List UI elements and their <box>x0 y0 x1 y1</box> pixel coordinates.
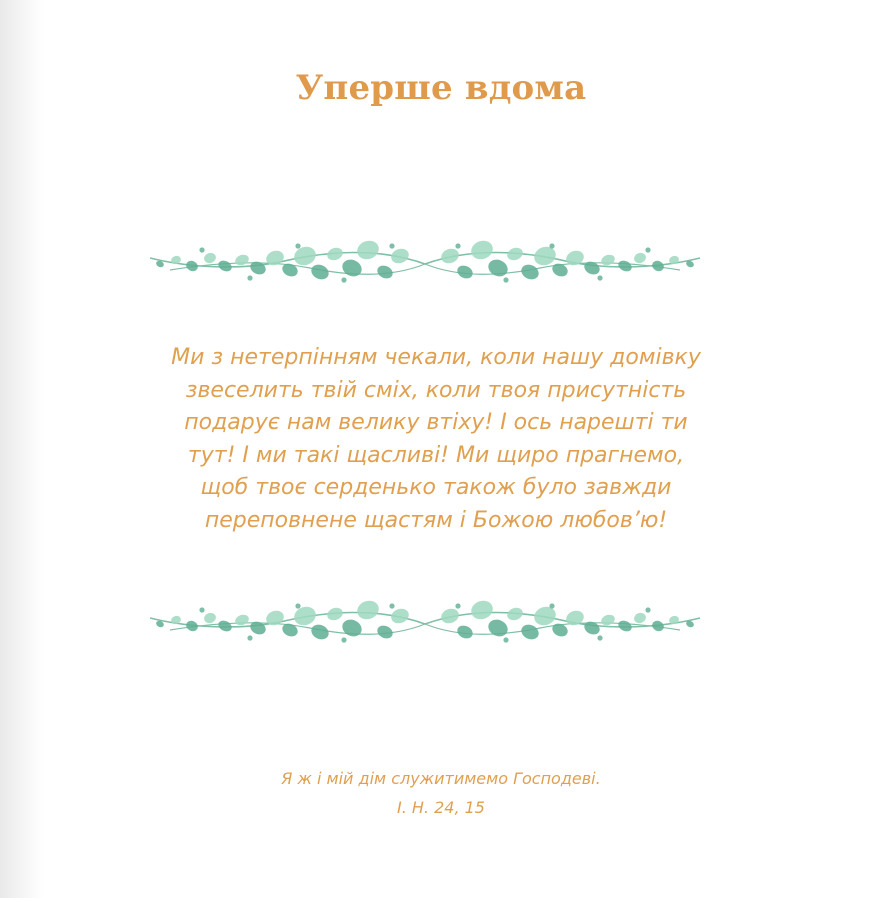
body-line: щоб твоє серденько також було завжди <box>200 475 672 500</box>
vine-right-branch <box>425 238 700 283</box>
body-line: звеселить твій сміх, коли твоя присутність <box>185 377 687 403</box>
vine-left-branch <box>150 238 425 283</box>
body-line: Ми з нетерпінням чекали, коли нашу домівку <box>171 345 701 370</box>
vine-right-branch <box>425 598 700 643</box>
vine-left-branch <box>150 598 425 643</box>
leafy-vine-divider-bottom <box>130 588 720 658</box>
verse-text: Я ж і мій дім служитимемо Господеві. <box>281 769 601 788</box>
verse-reference: І. Н. 24, 15 <box>397 798 485 817</box>
leafy-vine-divider-top <box>130 228 720 298</box>
bible-verse <box>0 764 882 822</box>
body-line: подарує нам велику втіху! І ось нарешті ти <box>184 410 688 435</box>
body-paragraph <box>100 342 772 537</box>
page-title: Уперше вдома <box>295 68 587 108</box>
body-line: тут! І ми такі щасливі! Ми щиро прагнемо, <box>187 442 685 468</box>
body-line: переповнене щастям і Божою любов’ю! <box>204 507 668 533</box>
